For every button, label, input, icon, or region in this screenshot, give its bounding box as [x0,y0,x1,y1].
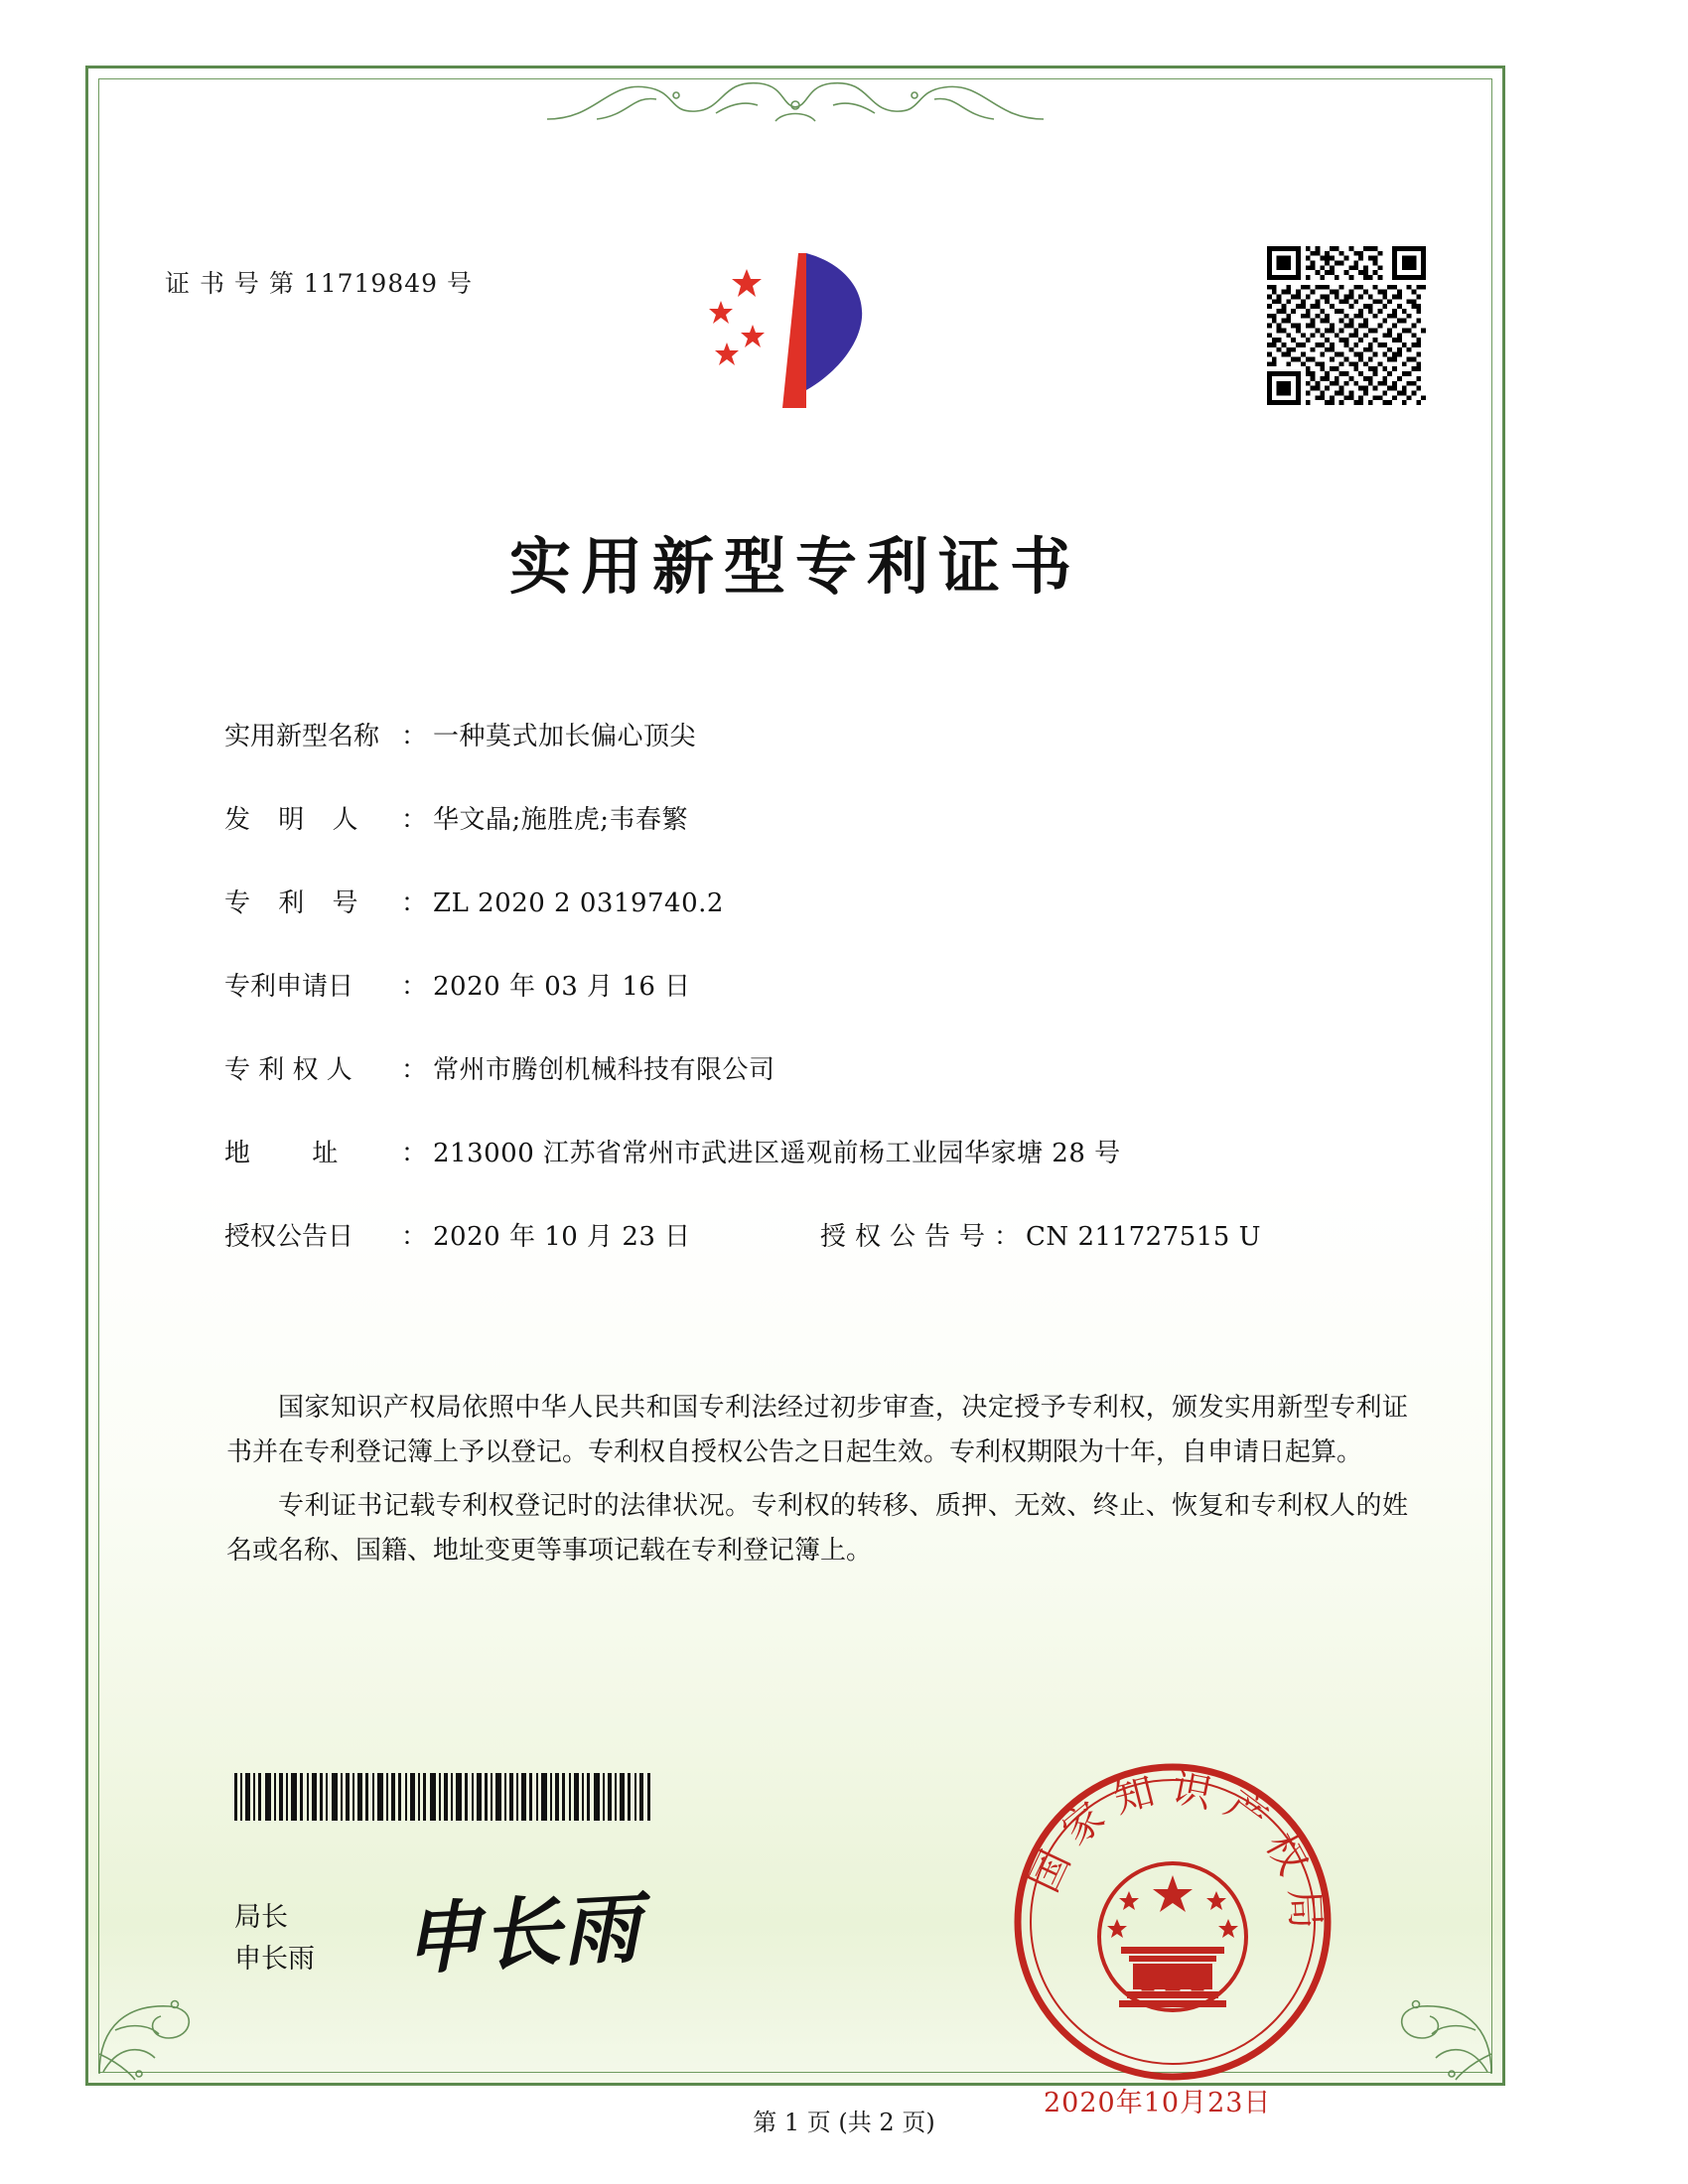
legal-text [226,1386,1408,1583]
paragraph-1: 国家知识产权局依照中华人民共和国专利法经过初步审查，决定授予专利权，颁发实用新型专利证书并在专利登记簿上予以登记。专利权自授权公告之日起生效。专利权期限为十年，自申请日起算。 [226,1393,1408,1467]
field-colon: ： [401,805,428,835]
seal-date: 2020年10月23日 [1044,2088,1272,2118]
certificate-body [85,66,1505,2118]
field-patentee [224,1049,1396,1086]
signature-role: 局长 [234,1902,288,1933]
official-seal [1009,1758,1336,2086]
qr-code [1267,246,1426,405]
field-value-grant-date: 2020 年 10 月 23 日 [433,1222,691,1252]
signature-name: 申长雨 [234,1943,315,1975]
field-label: 专利申请日 [224,972,354,1002]
field-label: 地 址 [224,1139,365,1168]
field-colon: ： [401,1139,428,1168]
field-value: 213000 江苏省常州市武进区遥观前杨工业园华家塘 28 号 [433,1139,1121,1168]
field-label: 实用新型名称 [224,722,380,751]
field-colon: ： [401,972,428,1002]
field-utility-model-name [224,716,1396,752]
field-list [224,716,1396,1299]
certificate-number: 证 书 号 第 11719849 号 [165,269,473,298]
field-value: 2020 年 03 月 16 日 [433,972,691,1002]
field-value: 常州市腾创机械科技有限公司 [433,1055,775,1085]
field-patent-number [224,883,1396,919]
page-title: 实用新型专利证书 [508,530,1081,603]
field-grant-announcement [224,1216,1396,1253]
ornament-bottom-right-icon [1333,1935,1501,2084]
field-value: 一种莫式加长偏心顶尖 [433,722,697,751]
field-label: 专 利 号 [224,888,368,918]
field-address [224,1133,1396,1169]
paragraph-2: 专利证书记载专利权登记时的法律状况。专利权的转移、质押、无效、终止、恢复和专利权人的姓名或名称、国籍、地址变更等事项记载在专利登记簿上。 [226,1491,1408,1567]
field-label: 发 明 人 [224,805,368,835]
field-colon: ： [401,722,428,751]
field-value-grant-number: CN 211727515 U [1026,1222,1261,1252]
field-value: 华文晶;施胜虎;韦春繁 [433,805,689,835]
field-value: ZL 2020 2 0319740.2 [433,888,724,918]
field-grant-number-group [820,1216,1261,1253]
ornament-top-icon [537,62,1054,131]
field-colon: ： [401,1222,428,1252]
field-colon: ： [994,1222,1021,1252]
field-label-grant-date: 授权公告日 [224,1222,354,1252]
field-label: 专 利 权 人 [224,1055,352,1085]
field-colon: ： [401,888,428,918]
handwritten-signature: 申长雨 [401,1882,644,1986]
field-colon: ： [401,1055,428,1085]
field-label-grant-number: 授权公告号 [820,1222,995,1252]
signature-block [234,1897,315,1980]
ornament-bottom-left-icon [89,1935,258,2084]
field-application-date [224,966,1396,1003]
barcode [234,1773,651,1821]
svg-text:国家知识产权局: 国家知识产权局 [1021,1764,1330,1944]
field-inventors [224,799,1396,836]
cnipa-logo-icon [691,239,910,428]
page-footer: 第 1 页 (共 2 页) [753,2109,935,2136]
